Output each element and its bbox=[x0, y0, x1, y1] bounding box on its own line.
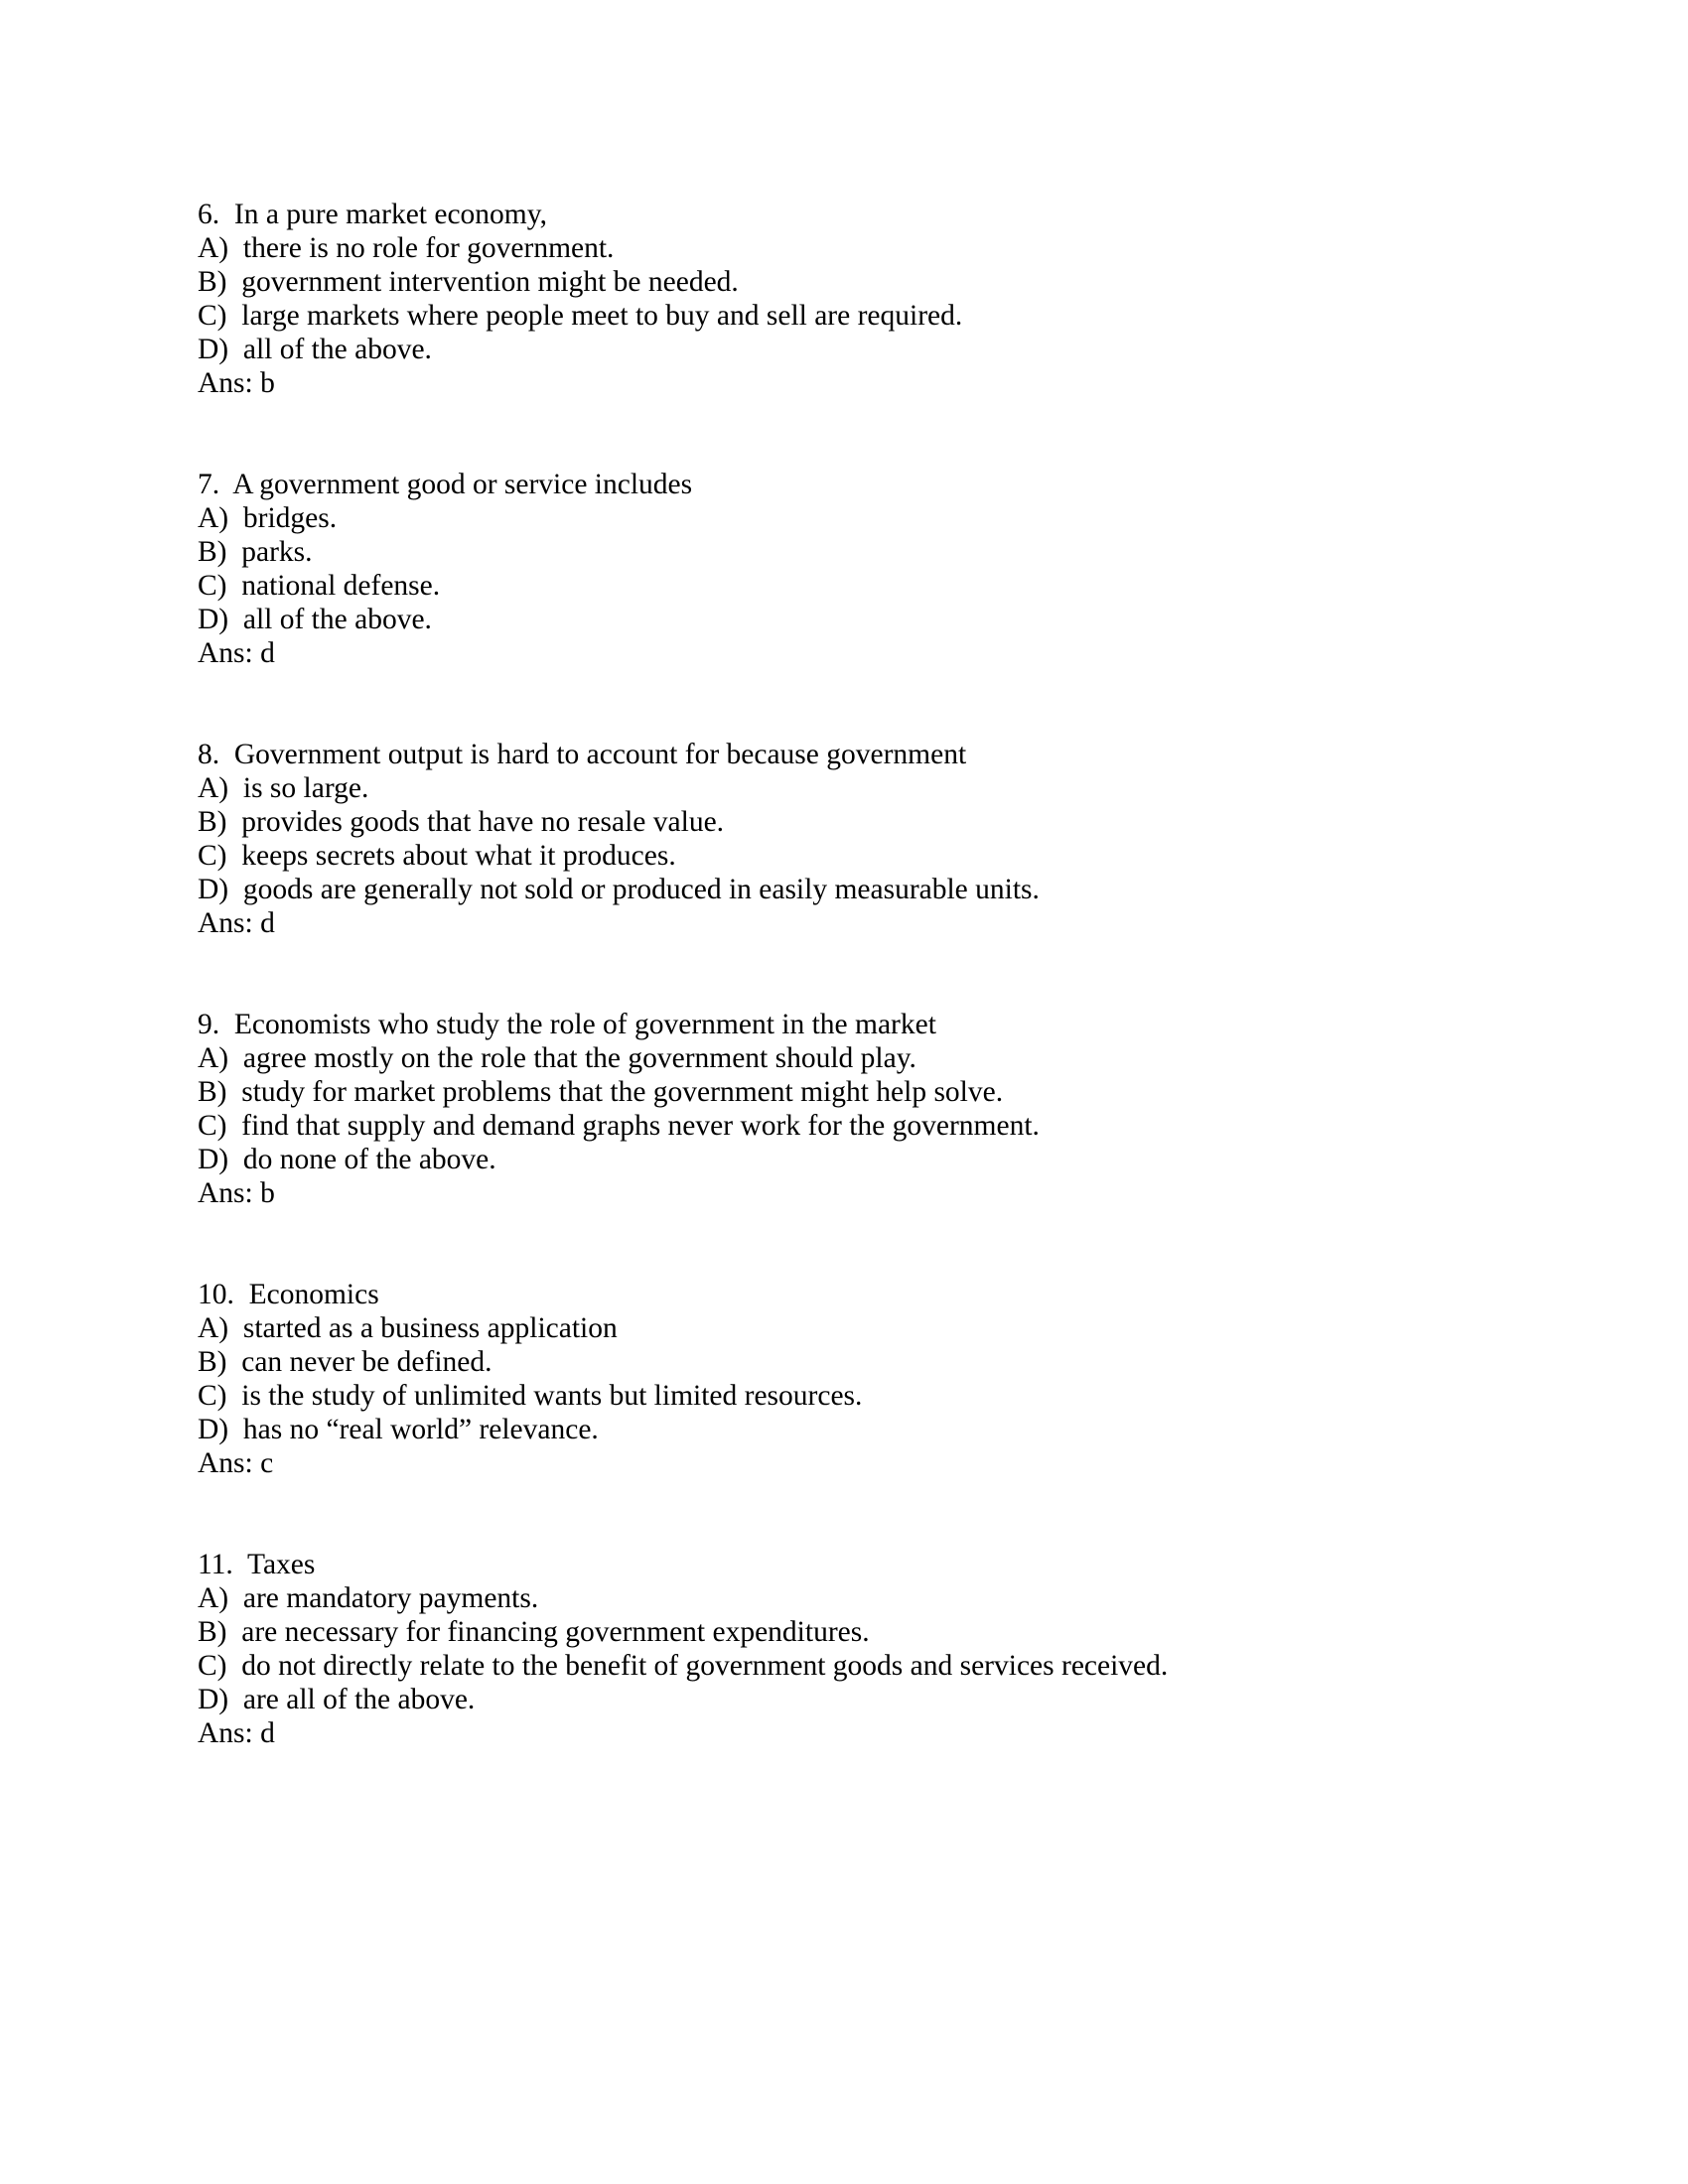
answer: Ans: b bbox=[198, 367, 275, 399]
option-a: A) agree mostly on the role that the government should play. bbox=[198, 1042, 916, 1074]
question-10 bbox=[198, 1278, 1508, 1480]
answer: Ans: b bbox=[198, 1177, 275, 1209]
answer: Ans: d bbox=[198, 637, 275, 669]
question-6 bbox=[198, 198, 1508, 400]
question-stem: 9. Economists who study the role of government in the market bbox=[198, 1009, 936, 1040]
option-c: C) large markets where people meet to buy and sell are required. bbox=[198, 300, 963, 332]
question-stem: 6. In a pure market economy, bbox=[198, 199, 547, 230]
option-b: B) provides goods that have no resale value. bbox=[198, 806, 725, 838]
option-d: D) has no “real world” relevance. bbox=[198, 1414, 599, 1445]
option-c: C) is the study of unlimited wants but limited resources. bbox=[198, 1380, 863, 1412]
option-d: D) do none of the above. bbox=[198, 1144, 496, 1175]
option-b: B) parks. bbox=[198, 536, 313, 568]
option-b: B) government intervention might be needed. bbox=[198, 266, 739, 298]
question-stem: 7. A government good or service includes bbox=[198, 469, 693, 500]
option-a: A) are mandatory payments. bbox=[198, 1582, 539, 1614]
answer: Ans: d bbox=[198, 907, 275, 939]
option-c: C) do not directly relate to the benefit of government goods and services received. bbox=[198, 1650, 1169, 1682]
question-8 bbox=[198, 738, 1508, 940]
option-a: A) is so large. bbox=[198, 772, 369, 804]
question-stem: 11. Taxes bbox=[198, 1549, 316, 1580]
question-9 bbox=[198, 1008, 1508, 1210]
option-a: A) started as a business application bbox=[198, 1312, 618, 1344]
option-c: C) national defense. bbox=[198, 570, 441, 602]
question-stem: 8. Government output is hard to account for because government bbox=[198, 739, 967, 770]
option-b: B) can never be defined. bbox=[198, 1346, 492, 1378]
option-a: A) there is no role for government. bbox=[198, 232, 615, 264]
option-d: D) all of the above. bbox=[198, 334, 432, 365]
option-d: D) all of the above. bbox=[198, 604, 432, 635]
answer: Ans: c bbox=[198, 1447, 274, 1479]
option-b: B) study for market problems that the government might help solve. bbox=[198, 1076, 1004, 1108]
question-stem: 10. Economics bbox=[198, 1279, 379, 1310]
question-7 bbox=[198, 468, 1508, 670]
option-c: C) find that supply and demand graphs never work for the government. bbox=[198, 1110, 1040, 1142]
option-d: D) goods are generally not sold or produced in easily measurable units. bbox=[198, 874, 1040, 905]
option-c: C) keeps secrets about what it produces. bbox=[198, 840, 676, 872]
document-page bbox=[198, 198, 1508, 1818]
option-a: A) bridges. bbox=[198, 502, 338, 534]
option-b: B) are necessary for financing government expenditures. bbox=[198, 1616, 870, 1648]
question-11 bbox=[198, 1548, 1508, 1750]
option-d: D) are all of the above. bbox=[198, 1684, 476, 1715]
answer: Ans: d bbox=[198, 1717, 275, 1749]
